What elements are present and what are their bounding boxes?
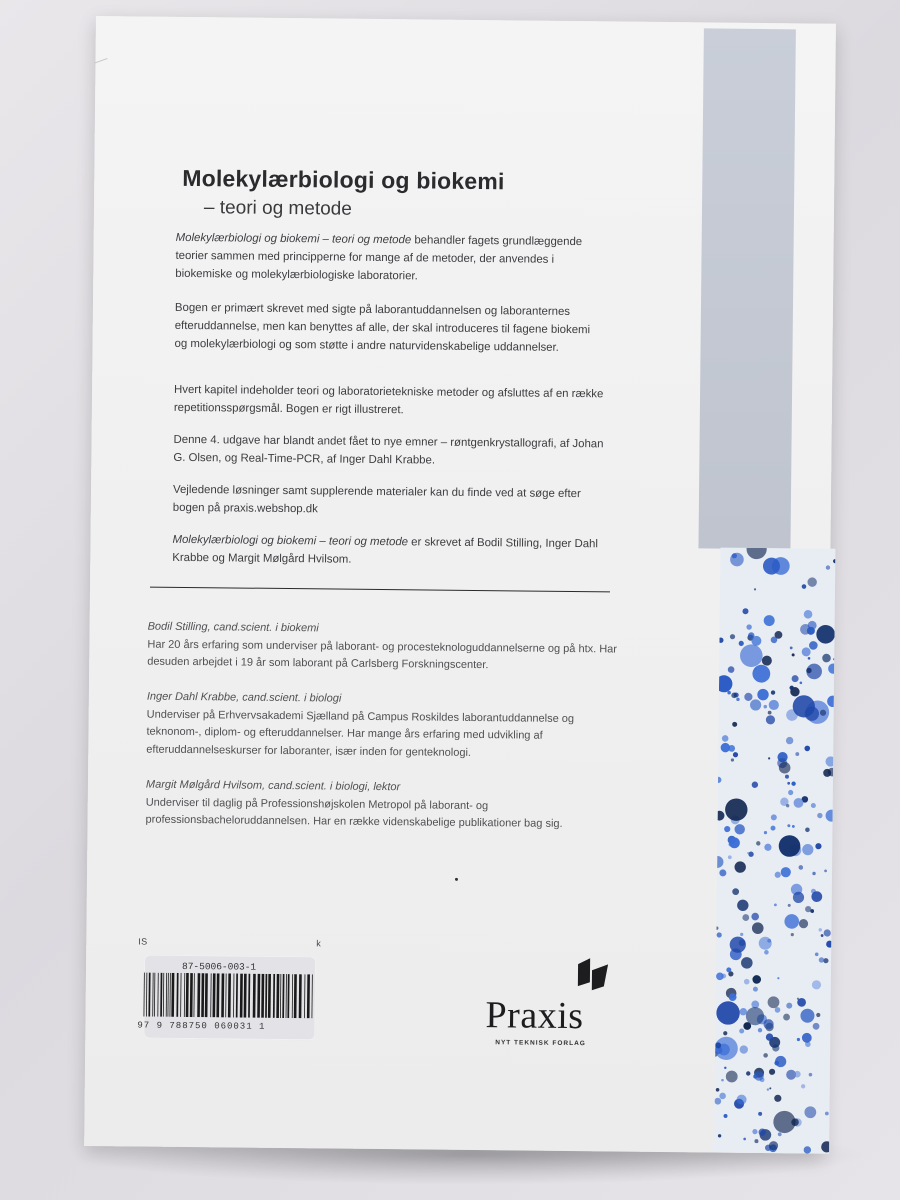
ink-blot [774, 1095, 781, 1102]
barcode-bar [168, 973, 169, 1017]
ink-blot [746, 548, 766, 560]
barcode-bar [160, 973, 162, 1017]
ink-blot [768, 757, 770, 759]
ink-blot [757, 689, 769, 701]
author-name: Bodil Stilling, cand.scient. i biokemi [147, 620, 319, 635]
ink-blot [740, 933, 743, 936]
barcode-bar [261, 974, 264, 1018]
ink-blot [800, 682, 803, 685]
ink-blot [821, 934, 824, 937]
ink-blot [718, 637, 723, 642]
ink-blot [802, 844, 813, 855]
ink-blot [786, 737, 793, 744]
ink-blot [751, 913, 759, 921]
ink-blot [759, 937, 772, 950]
ink-blot [752, 975, 761, 984]
ink-blot [825, 810, 835, 822]
barcode-bar [286, 974, 287, 1018]
barcode-bar [248, 974, 250, 1018]
ink-blot [715, 675, 732, 692]
ink-blot [827, 696, 835, 708]
ink-blot [824, 869, 827, 872]
ink-blot [792, 825, 795, 828]
ink-blot [795, 752, 799, 756]
ink-blot [734, 824, 745, 835]
ink-blot [714, 1098, 721, 1105]
ink-blot [739, 1028, 744, 1033]
ink-blot [833, 658, 835, 660]
ink-blot [804, 746, 810, 752]
ink-blot [756, 841, 760, 845]
ink-blot [802, 647, 811, 656]
barcode-bar [176, 973, 178, 1017]
ink-blot [717, 932, 722, 937]
ink-blot [808, 657, 811, 660]
divider-line [150, 587, 610, 593]
ink-blot [732, 722, 737, 727]
ink-blot [778, 1132, 782, 1136]
barcode-bar [148, 973, 150, 1017]
ink-blot [826, 565, 830, 569]
ink-blot [716, 1001, 740, 1025]
ink-blot [767, 1088, 769, 1090]
ink-blot [744, 693, 752, 701]
grey-side-band [698, 28, 795, 549]
ink-blot [805, 827, 810, 832]
barcode-bar [253, 974, 256, 1018]
ink-blot [790, 646, 793, 649]
author-name: Inger Dahl Krabbe, cand.scient. i biologi [146, 690, 342, 705]
ink-blot [753, 987, 758, 992]
ink-blot [787, 824, 790, 827]
ink-splatter-graphic [714, 548, 835, 1154]
barcode [142, 973, 318, 1019]
ink-blot [775, 1056, 786, 1067]
barcode-bar [307, 974, 310, 1018]
ink-blot [775, 1007, 781, 1013]
ink-blot [769, 700, 779, 710]
ink-blot [715, 926, 718, 929]
ink-blot [783, 1014, 790, 1021]
ink-blot [777, 977, 779, 979]
ink-blot [734, 861, 746, 873]
ink-blot [763, 705, 767, 709]
blurb-italic: Molekylærbiologi og biokemi – teori og metode [175, 231, 412, 247]
isbn-label: IS [138, 936, 148, 947]
ink-blot [816, 625, 835, 644]
barcode-bar [221, 973, 224, 1017]
barcode-bar [268, 974, 271, 1018]
ink-blot [714, 856, 723, 868]
blurb-text: er skrevet af Bodil Stilling, Inger Dahl Krabbe og Margit Mølgård Hvilsom. [172, 536, 599, 566]
ink-blot [813, 1023, 820, 1030]
ink-blot [739, 641, 744, 646]
author-bio: Underviser på Erhvervsakademi Sjælland på Campus Roskildes laborantuddannelse og teknonom-, diplom- og efteruddannelser. Har mange års erfaring med udvikling af efteruddannelseskurser for laboranter, især inden for genteknologi. [146, 708, 575, 759]
barcode-bar [184, 973, 185, 1017]
ink-blot [788, 790, 793, 795]
blurb-paragraph-3 [174, 381, 604, 422]
book-title: Molekylærbiologi og biokemi [182, 164, 505, 195]
ink-blot [727, 691, 731, 695]
barcode-bar [170, 973, 171, 1017]
ink-blot [817, 813, 822, 818]
ink-blot [742, 914, 749, 921]
ink-blot [737, 900, 749, 912]
barcode-bar [280, 974, 281, 1018]
barcode-bar [225, 973, 226, 1017]
ink-blot [715, 811, 725, 821]
blurb-paragraph-2 [174, 299, 605, 357]
ink-blot [809, 641, 818, 650]
ink-blot [733, 752, 738, 757]
ink-blot [728, 666, 735, 673]
ink-blot [802, 1033, 812, 1043]
ink-blot [741, 957, 753, 969]
ink-blot [792, 653, 795, 656]
ink-blot [746, 624, 751, 629]
book-back-cover [84, 16, 866, 1164]
ink-blot [740, 1008, 747, 1015]
ink-blot [812, 872, 815, 875]
ink-blot [758, 1028, 762, 1032]
ink-blot [804, 1146, 811, 1153]
ink-blot [731, 758, 734, 761]
author-bio: Underviser til daglig på Professionshøjskolen Metropol på laborant- og professionsbacheloruddannelsen. Har en række videnskabelige publikationer bag sig. [145, 796, 563, 830]
ink-blot [768, 711, 772, 715]
blurb-text: behandler fagets grundlæggende teorier sammen med principperne for mange af de metoder, der anvendes i biokemiske og molekylærbiologiske laboratorier. [175, 234, 583, 283]
ink-blot [736, 698, 739, 701]
blurb-text: Vejledende løsninger samt supplerende materialer kan du finde ved at søge efter bogen på praxis.webshop.dk [172, 483, 581, 516]
ink-blot [800, 1009, 814, 1023]
ink-blot [833, 559, 835, 563]
print-speck [455, 878, 458, 881]
barcode-bar [146, 973, 147, 1017]
ink-blot [823, 958, 828, 963]
barcode-bar [287, 974, 289, 1018]
author-bio: Har 20 års erfaring som underviser på laborant- og procesteknologuddannelserne og på htx. Har desuden arbejdet i 19 år som laborant på Carlsberg Forskningscenter. [147, 638, 618, 672]
ink-blot [801, 1084, 805, 1088]
ink-blot [771, 814, 777, 820]
barcode-bar [216, 973, 219, 1017]
barcode-bar [197, 973, 200, 1017]
ink-blot [721, 1079, 724, 1082]
barcode-bar [282, 974, 284, 1018]
ink-blot [764, 615, 775, 626]
ink-blot [724, 826, 730, 832]
ink-blot [809, 1073, 813, 1077]
barcode-bar [194, 973, 195, 1017]
ink-blot [764, 844, 771, 851]
ink-blot [784, 914, 799, 929]
barcode-bar [292, 974, 293, 1018]
ink-blot [716, 972, 724, 980]
ink-blot [819, 928, 822, 931]
publisher-logo [485, 955, 616, 1056]
ink-blot [788, 904, 791, 907]
barcode-bar [228, 973, 231, 1017]
ink-blot [815, 843, 821, 849]
barcode-bar [157, 973, 158, 1017]
ink-blot [726, 1071, 738, 1083]
ean-digits: 97 9 788750 060031 1 [137, 1020, 266, 1032]
ink-blot [744, 979, 750, 985]
barcode-bar [257, 974, 260, 1018]
ink-blot [791, 781, 795, 785]
ink-blot [799, 919, 808, 928]
ink-blot [730, 634, 735, 639]
ink-blot [825, 1112, 829, 1116]
barcode-bar [186, 973, 189, 1017]
ink-blot [775, 872, 781, 878]
ink-blot [785, 775, 789, 779]
ink-blot [791, 933, 794, 936]
ink-blot [787, 782, 790, 785]
ink-blot [743, 1138, 746, 1141]
barcode-bar [233, 973, 234, 1017]
publisher-tagline: NYT TEKNISK FORLAG [495, 1039, 586, 1048]
barcode-bar [312, 974, 313, 1018]
ink-blot [769, 1069, 775, 1075]
ink-blot [781, 867, 791, 877]
author-name: Margit Mølgård Hvilsom, cand.scient. i biologi, lektor [145, 778, 401, 794]
ink-blot [752, 665, 770, 683]
ink-blot [732, 888, 739, 895]
open-book-icon [574, 956, 610, 992]
ink-blot [752, 922, 764, 934]
ink-blot [768, 996, 780, 1008]
author-bio-2 [146, 689, 617, 764]
barcode-bar [190, 973, 193, 1017]
ink-blot [725, 798, 748, 821]
ink-blot [764, 950, 769, 955]
ink-blot [821, 1141, 832, 1152]
book-subtitle: – teori og metode [203, 197, 352, 220]
ink-blot [825, 756, 835, 766]
ink-blot [754, 1139, 758, 1143]
cover-surface [84, 16, 836, 1154]
ink-blot [816, 1013, 820, 1017]
blurb-text: Hvert kapitel indeholder teori og laboratorietekniske metoder og afsluttes af en række repetitionsspørgsmål. Bogen er rigt illustreret. [173, 383, 604, 417]
barcode-bars [142, 973, 318, 1019]
author-bio-3 [145, 777, 616, 834]
ink-blot [748, 851, 753, 856]
barcode-bar [294, 974, 297, 1018]
ink-blot [807, 577, 816, 586]
isbn-label-right: k [316, 938, 322, 949]
ink-blot [770, 826, 775, 831]
barcode-area [137, 936, 328, 1058]
barcode-bar [201, 973, 204, 1017]
barcode-bar [152, 973, 153, 1017]
ink-blot [771, 690, 775, 694]
barcode-bar [244, 974, 247, 1018]
ink-blot [774, 903, 777, 906]
ink-blot [786, 1003, 792, 1009]
blurb-text: Denne 4. udgave har blandt andet fået to nye emner – røntgenkrystallografi, af Johan G. Olsen, og Real-Time-PCR, af Inger Dahl Krabbe. [173, 433, 604, 467]
publisher-name: Praxis [485, 994, 584, 1038]
ink-blot [742, 608, 748, 614]
ink-blot [812, 980, 821, 989]
ink-blot [828, 664, 835, 674]
ink-blot [764, 831, 767, 834]
ink-blot [802, 584, 807, 589]
ink-blot [769, 1087, 771, 1089]
ink-blot [811, 803, 816, 808]
ink-blot [715, 777, 721, 783]
blurb-text: Bogen er primært skrevet med sigte på laborantuddannelsen og laboranternes efteruddannelse, men kan benyttes af alle, der skal introduceres til fagene biokemi og molekylærbiologi og som støtte i andre naturvidenskabelige uddannelser. [174, 301, 591, 354]
ink-blot [722, 735, 729, 742]
ink-blot [763, 1053, 768, 1058]
barcode-bar [304, 974, 305, 1018]
ink-blot [723, 1114, 727, 1118]
ink-blot [718, 1134, 721, 1137]
ink-blot [716, 1088, 720, 1092]
barcode-bar [144, 973, 145, 1017]
barcode-bar [154, 973, 155, 1017]
ink-blot [752, 1129, 757, 1134]
barcode-bar [240, 974, 243, 1018]
barcode-bar [213, 973, 216, 1017]
blurb-paragraph-1 [175, 229, 606, 287]
ink-blot [752, 782, 758, 788]
ink-blot [815, 952, 819, 956]
ink-blot [740, 1045, 748, 1053]
ink-blot [826, 941, 833, 948]
ink-blot [797, 1038, 800, 1041]
ink-blot [804, 610, 813, 619]
ink-blot [754, 588, 756, 590]
barcode-bar [276, 974, 279, 1018]
blurb-paragraph-4 [173, 431, 603, 472]
blurb-paragraph-5 [173, 481, 603, 522]
barcode-bar [166, 973, 167, 1017]
ink-blot [819, 957, 824, 962]
barcode-bar [273, 974, 275, 1018]
barcode-bar [265, 974, 267, 1018]
ink-blot [723, 1031, 727, 1035]
ink-blot [766, 715, 775, 724]
blurb-paragraph-6 [172, 531, 602, 572]
ink-blot [798, 865, 803, 870]
ink-blot [719, 1093, 726, 1100]
barcode-bar [236, 974, 238, 1018]
barcode-bar [205, 973, 208, 1017]
barcode-bar [171, 973, 174, 1017]
ink-blot [762, 656, 772, 666]
corner-fold [94, 58, 111, 73]
ink-blot [740, 644, 763, 667]
barcode-bar [163, 973, 164, 1017]
ink-blot [750, 699, 761, 710]
author-bio-1 [147, 619, 618, 676]
blurb-italic: Molekylærbiologi og biokemi – teori og metode [172, 533, 409, 549]
barcode-bar [299, 974, 302, 1018]
ink-blot [724, 1067, 726, 1069]
ink-blot [746, 1071, 750, 1075]
ink-blot [804, 1106, 816, 1118]
ink-blot [792, 675, 799, 682]
ink-blot [822, 654, 831, 663]
ink-blot [719, 869, 726, 876]
ink-blot [773, 1111, 795, 1133]
sticker-number: 87-5006-003-1 [181, 960, 257, 973]
ink-blot [824, 929, 831, 936]
ink-blot [758, 1112, 762, 1116]
barcode-bar [180, 973, 181, 1017]
ink-splatter-band [714, 548, 835, 1154]
barcode-bar [210, 973, 211, 1017]
ink-blot [728, 855, 732, 859]
